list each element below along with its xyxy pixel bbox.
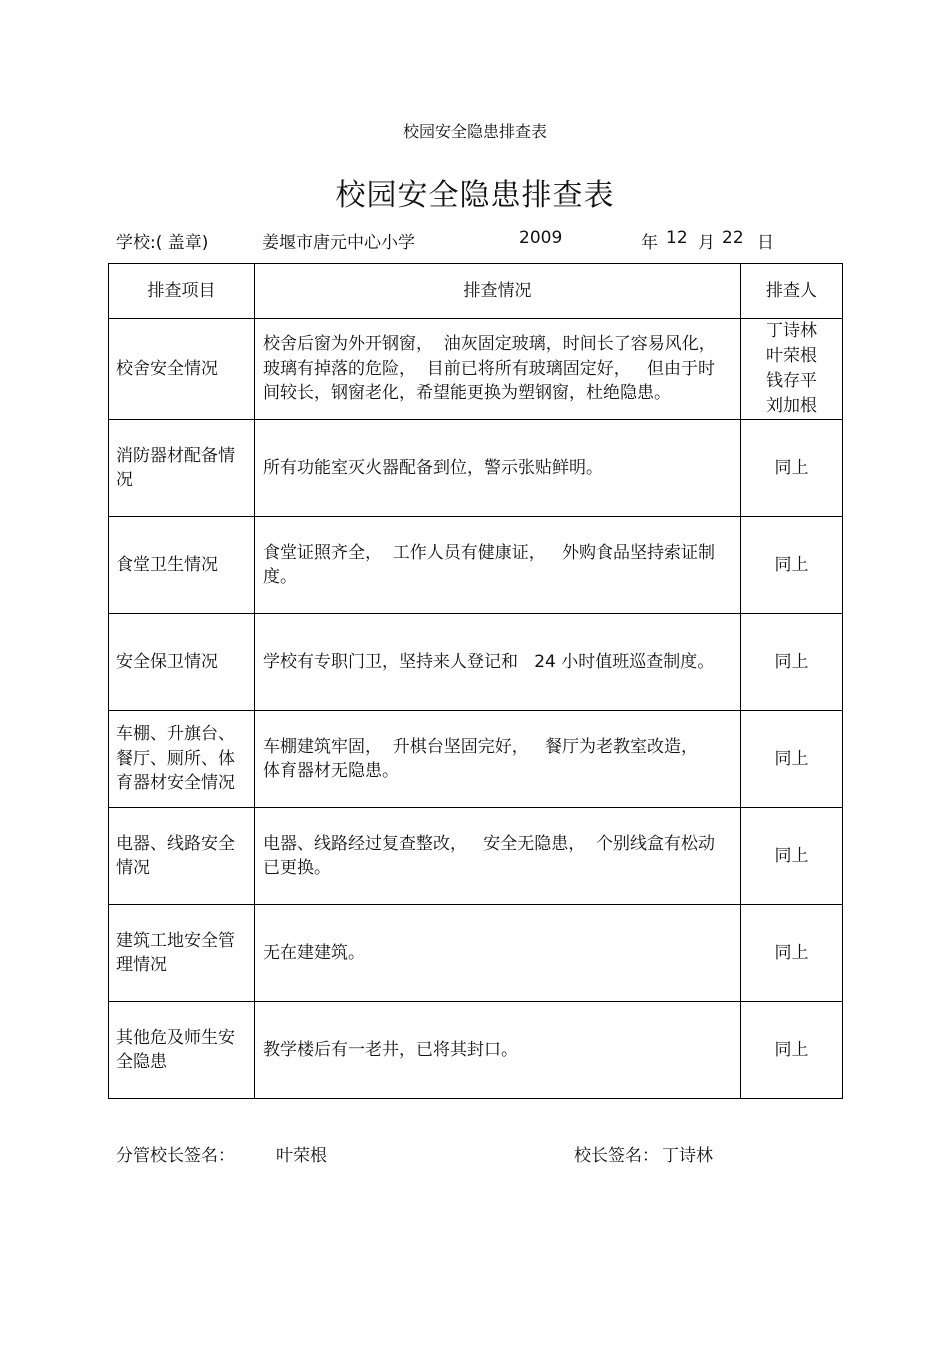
table-row — [109, 711, 843, 808]
table-row — [109, 319, 843, 420]
inspector-name: 同上 — [774, 1039, 809, 1060]
inspector-cell — [741, 1002, 843, 1099]
inspector-cell — [741, 808, 843, 905]
inspector-list — [741, 1038, 842, 1063]
inspector-cell — [741, 420, 843, 517]
inspector-cell — [741, 319, 843, 420]
inspector-list — [741, 553, 842, 578]
inspector-list — [741, 650, 842, 675]
inspector-name: 叶荣根 — [766, 346, 817, 366]
meta-line — [116, 228, 836, 252]
inspection-detail-cell: 无在建建筑。 — [255, 905, 741, 1002]
signature-line — [116, 1141, 836, 1165]
date-month: 12 — [666, 228, 688, 248]
inspector-name: 同上 — [774, 942, 809, 963]
inspector-list — [741, 844, 842, 869]
deputy-principal-label: 分管校长签名： — [116, 1146, 235, 1166]
school-name: 姜堰市唐元中心小学 — [262, 233, 415, 253]
column-header-person: 排查人 — [741, 264, 843, 319]
inspection-item-cell: 食堂卫生情况 — [109, 517, 255, 614]
inspector-cell — [741, 517, 843, 614]
inspector-name: 刘加根 — [766, 396, 817, 416]
inspection-item-cell: 电器、线路安全情况 — [109, 808, 255, 905]
table-row — [109, 808, 843, 905]
inspection-detail-cell: 校舍后窗为外开钢窗， 油灰固定玻璃，时间长了容易风化，玻璃有掉落的危险， 目前已将所有玻璃固定好， 但由于时间较长，钢窗老化，希望能更换为塑钢窗，杜绝隐患。 — [255, 319, 741, 420]
inspection-item-cell: 其他危及师生安全隐患 — [109, 1002, 255, 1099]
deputy-principal-name: 叶荣根 — [276, 1146, 327, 1166]
inspector-cell — [741, 905, 843, 1002]
principal-label: 校长签名： — [574, 1146, 659, 1166]
inspector-list — [741, 747, 842, 772]
table-row — [109, 1002, 843, 1099]
inspector-name: 钱存平 — [766, 371, 817, 391]
inspector-list — [741, 941, 842, 966]
inspector-cell — [741, 711, 843, 808]
column-header-item: 排查项目 — [109, 264, 255, 319]
running-header: 校园安全隐患排查表 — [402, 122, 547, 141]
inspector-name: 同上 — [774, 554, 809, 575]
inspection-item-cell: 消防器材配备情况 — [109, 420, 255, 517]
inspector-name: 同上 — [774, 651, 809, 672]
inspector-name: 同上 — [774, 457, 809, 478]
table-row — [109, 517, 843, 614]
inspection-item-cell: 建筑工地安全管理情况 — [109, 905, 255, 1002]
table-row — [109, 420, 843, 517]
inspector-name: 同上 — [774, 748, 809, 769]
column-header-detail: 排查情况 — [255, 264, 741, 319]
inspector-name: 丁诗林 — [766, 321, 817, 341]
inspector-name: 同上 — [774, 845, 809, 866]
inspection-detail-cell: 教学楼后有一老井，已将其封口。 — [255, 1002, 741, 1099]
inspection-detail-cell: 所有功能室灭火器配备到位，警示张贴鲜明。 — [255, 420, 741, 517]
document-title: 校园安全隐患排查表 — [335, 178, 615, 213]
date-day: 22 — [722, 228, 744, 248]
school-label: 学校:( 盖章) — [116, 233, 209, 253]
inspection-item-cell: 安全保卫情况 — [109, 614, 255, 711]
table-header-row — [109, 264, 843, 319]
inspection-item-cell: 车棚、升旗台、餐厅、厕所、体育器材安全情况 — [109, 711, 255, 808]
inspector-cell — [741, 614, 843, 711]
table-body — [109, 319, 843, 1099]
date-year: 2009 — [519, 228, 563, 248]
date-day-unit: 日 — [757, 233, 774, 253]
inspector-list — [741, 456, 842, 481]
principal-name: 丁诗林 — [662, 1146, 713, 1166]
inspector-list — [741, 319, 842, 419]
date-month-unit: 月 — [698, 233, 715, 253]
table-row — [109, 905, 843, 1002]
date-year-unit: 年 — [641, 233, 658, 253]
inspection-detail-cell: 电器、线路经过复查整改， 安全无隐患， 个别线盒有松动已更换。 — [255, 808, 741, 905]
inspection-detail-cell: 食堂证照齐全， 工作人员有健康证， 外购食品坚持索证制度。 — [255, 517, 741, 614]
inspection-table — [108, 263, 843, 1099]
inspection-item-cell: 校舍安全情况 — [109, 319, 255, 420]
inspection-detail-cell: 学校有专职门卫，坚持来人登记和 24 小时值班巡查制度。 — [255, 614, 741, 711]
table-row — [109, 614, 843, 711]
inspection-detail-cell: 车棚建筑牢固， 升棋台坚固完好， 餐厅为老教室改造， 体育器材无隐患。 — [255, 711, 741, 808]
